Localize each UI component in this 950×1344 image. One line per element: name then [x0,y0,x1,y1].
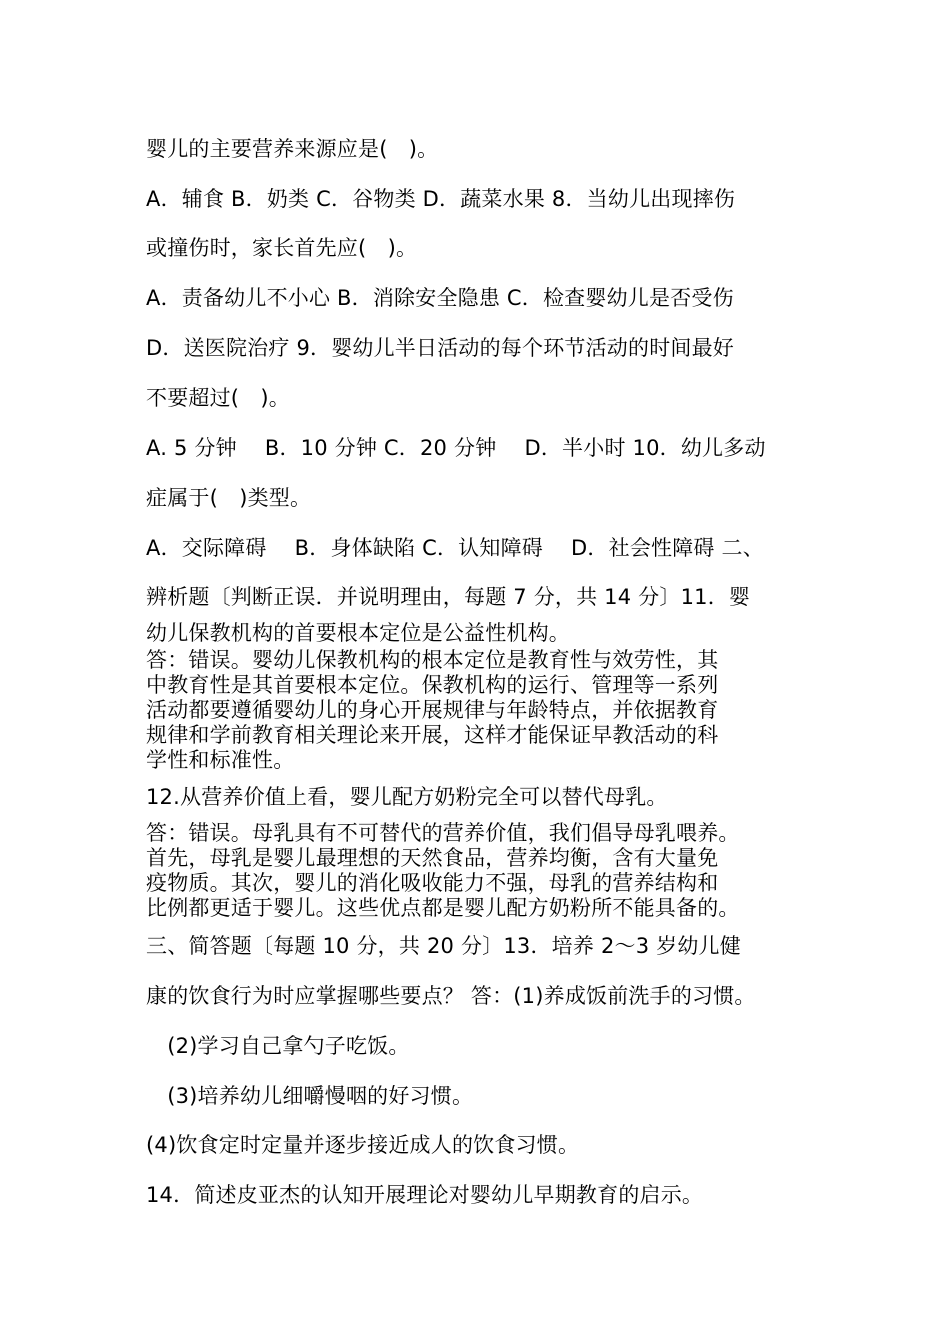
text-line-15: 规律和学前教育相关理论来开展，这样才能保证早教活动的科 [146,723,719,747]
text-line-18: 答：错误。母乳具有不可替代的营养价值，我们倡导母乳喂养。 [146,821,740,845]
text-line-23: 康的饮食行为时应掌握哪些要点？ 答：(1)养成饭前洗手的习惯。 [146,984,756,1008]
text-line-8: 症属于( )类型。 [146,486,312,510]
text-line-9: A．交际障碍 B．身体缺陷 C．认知障碍 D．社会性障碍 二、 [146,536,764,560]
text-line-16: 学性和标准性。 [146,748,295,772]
text-line-13: 中教育性是其首要根本定位。保教机构的运行、管理等一系列 [146,673,719,697]
text-line-14: 活动都要遵循婴幼儿的身心开展规律与年龄特点，并依据教育 [146,698,719,722]
text-line-17: 12.从营养价值上看，婴儿配方奶粉完全可以替代母乳。 [146,785,668,809]
text-line-12: 答：错误。婴幼儿保教机构的根本定位是教育性与效劳性，其 [146,648,719,672]
text-line-1: 婴儿的主要营养来源应是( )。 [146,137,439,161]
text-line-24: (2)学习自己拿勺子吃饭。 [146,1034,410,1058]
text-line-21: 比例都更适于婴儿。这些优点都是婴儿配方奶粉所不能具备的。 [146,896,740,920]
text-line-19: 首先，母乳是婴儿最理想的天然食品，营养均衡，含有大量免 [146,846,719,870]
text-line-20: 疫物质。其次，婴儿的消化吸收能力不强，母乳的营养结构和 [146,871,719,895]
text-line-26: (4)饮食定时定量并逐步接近成人的饮食习惯。 [146,1133,580,1157]
text-line-4: A．责备幼儿不小心 B．消除安全隐患 C．检查婴幼儿是否受伤 [146,286,734,310]
text-line-7: A. 5 分钟 B．10 分钟 C．20 分钟 D．半小时 10．幼儿多动 [146,436,766,460]
text-line-22: 三、简答题〔每题 10 分，共 20 分〕13．培养 2～3 岁幼儿健 [146,934,741,958]
text-line-10: 辨析题〔判断正误．并说明理由，每题 7 分，共 14 分〕11．婴 [146,585,751,609]
text-line-5: D．送医院治疗 9．婴幼儿半日活动的每个环节活动的时间最好 [146,336,735,360]
text-line-27: 14．简述皮亚杰的认知开展理论对婴幼儿早期教育的启示。 [146,1183,704,1207]
text-line-6: 不要超过( )。 [146,386,290,410]
text-line-3: 或撞伤时，家长首先应( )。 [146,236,418,260]
text-line-2: A．辅食 B．奶类 C．谷物类 D．蔬菜水果 8．当幼儿出现摔伤 [146,187,736,211]
text-line-11: 幼儿保教机构的首要根本定位是公益性机构。 [146,621,570,645]
text-line-25: (3)培养幼儿细嚼慢咽的好习惯。 [146,1084,474,1108]
